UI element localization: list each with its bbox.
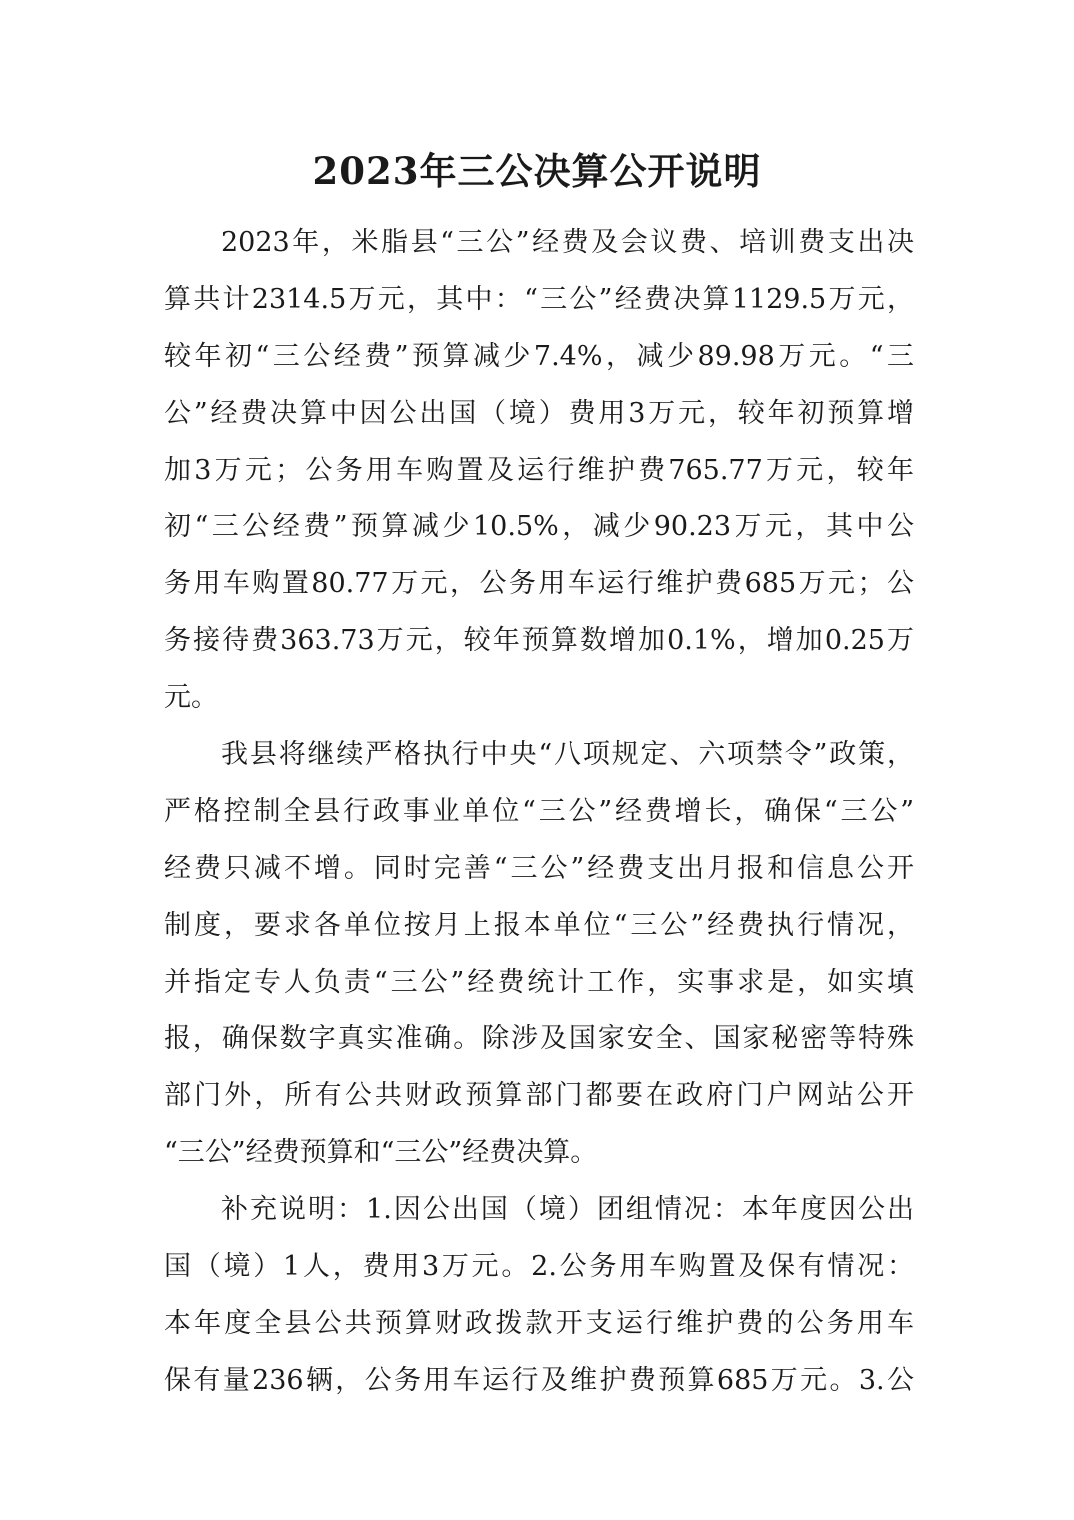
paragraph-line: “三公”经费预算和“三公”经费决算。 — [164, 1137, 598, 1169]
paragraph-policy — [164, 727, 914, 1182]
paragraph-line: 经费只减不增。同时完善“三公”经费支出月报和信息公开 — [164, 852, 914, 884]
paragraph-line: 国（境）1人，费用3万元。2.公务用车购置及保有情况： — [164, 1251, 914, 1283]
paragraph-line: 制度，要求各单位按月上报本单位“三公”经费执行情况， — [164, 909, 914, 941]
paragraph-line: 务用车购置80.77万元，公务用车运行维护费685万元；公 — [164, 568, 914, 600]
paragraph-line: 严格控制全县行政事业单位“三公”经费增长，确保“三公” — [164, 795, 914, 827]
paragraph-line: 算共计2314.5万元，其中：“三公”经费决算1129.5万元， — [164, 283, 914, 315]
paragraph-line: 公”经费决算中因公出国（境）费用3万元，较年初预算增 — [164, 397, 914, 429]
paragraph-line: 元。 — [164, 682, 218, 714]
paragraph-line: 保有量236辆，公务用车运行及维护费预算685万元。3.公 — [164, 1364, 914, 1396]
paragraph-line: 务接待费363.73万元，较年预算数增加0.1%，增加0.25万 — [164, 625, 914, 657]
paragraph-line: 部门外，所有公共财政预算部门都要在政府门户网站公开 — [164, 1080, 914, 1112]
paragraph-expenditure-summary — [164, 215, 914, 727]
paragraph-line: 加3万元；公务用车购置及运行维护费765.77万元，较年 — [164, 454, 914, 486]
paragraph-line: 我县将继续严格执行中央“八项规定、六项禁令”政策， — [221, 739, 914, 771]
paragraph-line: 2023年，米脂县“三公”经费及会议费、培训费支出决 — [221, 227, 914, 258]
page-title: 2023年三公决算公开说明 — [312, 149, 762, 193]
paragraph-line: 补充说明：1.因公出国（境）团组情况：本年度因公出 — [221, 1194, 914, 1226]
paragraph-line: 初“三公经费”预算减少10.5%，减少90.23万元，其中公 — [164, 511, 914, 543]
document-body — [164, 215, 914, 1410]
paragraph-line: 本年度全县公共预算财政拨款开支运行维护费的公务用车 — [164, 1307, 914, 1339]
paragraph-line: 报，确保数字真实准确。除涉及国家安全、国家秘密等特殊 — [164, 1023, 914, 1055]
paragraph-line: 较年初“三公经费”预算减少7.4%，减少89.98万元。“三 — [164, 340, 914, 372]
paragraph-supplementary-notes — [164, 1182, 914, 1410]
paragraph-line: 并指定专人负责“三公”经费统计工作，实事求是，如实填 — [164, 966, 914, 998]
